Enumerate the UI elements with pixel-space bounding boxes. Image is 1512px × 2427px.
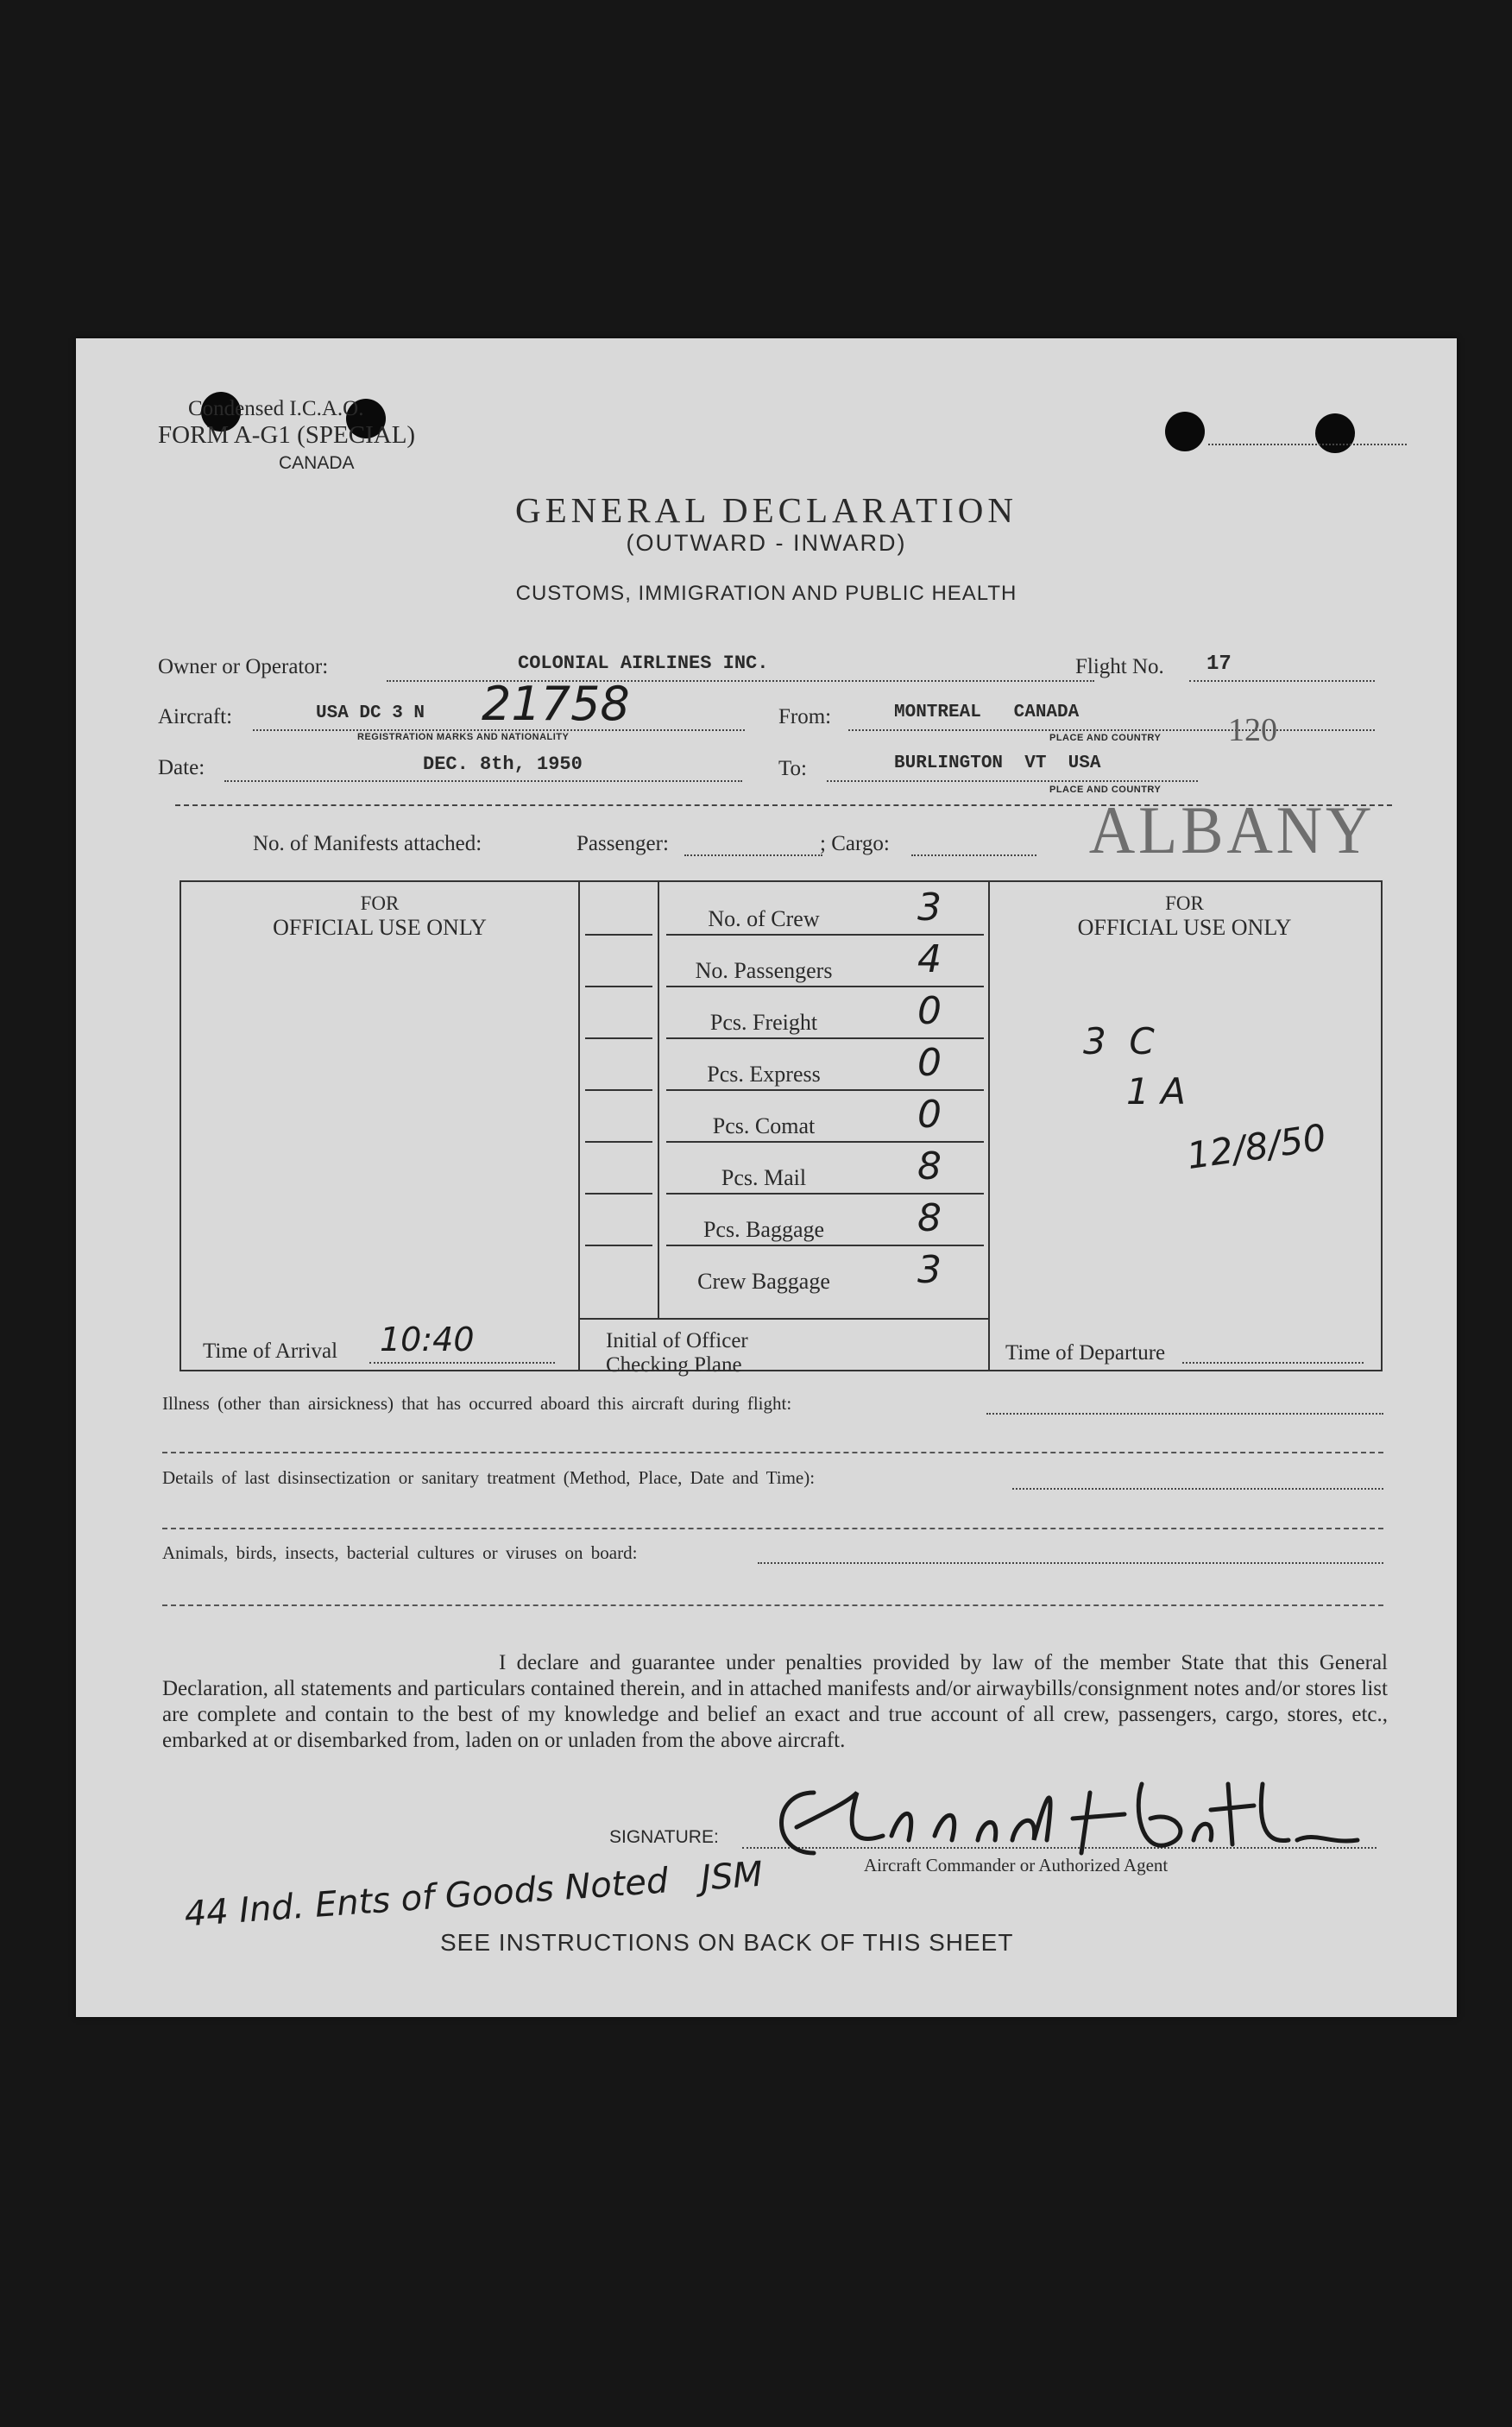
albany-stamp: ALBANY xyxy=(1088,792,1376,867)
to-label: To: xyxy=(778,757,807,780)
from-note: 120 xyxy=(1228,712,1277,748)
passenger-label: Passenger: xyxy=(576,832,669,855)
from-value: MONTREAL CANADA xyxy=(894,703,1080,722)
animals-question: Animals, birds, insects, bacterial cultures or viruses on board: xyxy=(162,1542,638,1563)
date-value: DEC. 8th, 1950 xyxy=(423,753,583,775)
manifests-label: No. of Manifests attached: xyxy=(253,832,482,855)
to-caption: PLACE AND COUNTRY xyxy=(1049,785,1162,795)
table-row: No. Passengers 4 xyxy=(695,937,942,983)
table-row: Pcs. Freight 0 xyxy=(709,989,942,1035)
table-row: Pcs. Express 0 xyxy=(707,1041,942,1087)
aircraft-label: Aircraft: xyxy=(158,705,233,728)
table-row: Pcs. Baggage 8 xyxy=(702,1196,942,1242)
from-label: From: xyxy=(778,705,832,728)
table-row: Crew Baggage 3 xyxy=(697,1248,942,1294)
disinsect-question: Details of last disinsectization or sanitary treatment (Method, Place, Date and Time): xyxy=(162,1467,816,1488)
officer-label-2: Checking Plane xyxy=(606,1353,742,1377)
table-row: No. of Crew 3 xyxy=(708,886,942,931)
flight-value: 17 xyxy=(1206,652,1232,676)
left-official-header-2: OFFICIAL USE ONLY xyxy=(273,915,487,940)
aircraft-handwritten: 21758 xyxy=(482,677,630,731)
form-line2: FORM A-G1 (SPECIAL) xyxy=(158,421,416,449)
punch-hole xyxy=(1165,412,1205,451)
page-title: GENERAL DECLARATION xyxy=(514,490,1017,530)
flight-label: Flight No. xyxy=(1075,655,1164,678)
form-line1: Condensed I.C.A.O. xyxy=(188,397,364,420)
page-subtitle: (OUTWARD - INWARD) xyxy=(626,530,907,556)
footer-instructions: SEE INSTRUCTIONS ON BACK OF THIS SHEET xyxy=(440,1929,1014,1956)
illness-question: Illness (other than airsickness) that has occurred aboard this aircraft during flight: xyxy=(162,1393,792,1414)
owner-label: Owner or Operator: xyxy=(158,655,329,678)
general-declaration-form xyxy=(76,338,1457,2017)
date-label: Date: xyxy=(158,756,205,779)
count-rows xyxy=(660,882,988,1318)
official-note-3: 12/8/50 xyxy=(1184,1115,1329,1178)
official-use-table xyxy=(180,880,1383,1377)
owner-value: COLONIAL AIRLINES INC. xyxy=(518,652,769,674)
form-country: CANADA xyxy=(279,453,355,473)
departure-label: Time of Departure xyxy=(1005,1341,1166,1365)
official-note-2: 1 A xyxy=(1126,1070,1186,1113)
right-official-header-2: OFFICIAL USE ONLY xyxy=(1077,915,1292,940)
department: CUSTOMS, IMMIGRATION AND PUBLIC HEALTH xyxy=(515,582,1017,605)
arrival-label: Time of Arrival xyxy=(203,1340,338,1363)
handwritten-note: 44 Ind. Ents of Goods Noted JSM xyxy=(183,1854,765,1935)
officer-label-1: Initial of Officer xyxy=(606,1329,748,1352)
registration-caption: REGISTRATION MARKS AND NATIONALITY xyxy=(357,732,570,742)
declaration-text: I declare and guarantee under penalties provided by law of the member State that this General Declaration, all statements and particulars contained therein, and in attached manifests and/or airwaybills/consignment notes and/or stores list are complete and contain to the best of my knowledge and belief an exact and true account of all crew, passengers, cargo, stores, etc., embarked at or disembarked from, laden on or unladen from the above aircraft. xyxy=(162,1651,1388,1752)
to-value: BURLINGTON VT USA xyxy=(894,753,1101,773)
table-row: Pcs. Comat 0 xyxy=(712,1093,942,1138)
cargo-label: ; Cargo: xyxy=(820,832,890,855)
signature-caption: Aircraft Commander or Authorized Agent xyxy=(864,1855,1169,1875)
official-note-1: 3 C xyxy=(1083,1020,1155,1062)
table-row: Pcs. Mail 8 xyxy=(721,1144,942,1190)
aircraft-value: USA DC 3 N xyxy=(316,703,425,723)
arrival-value: 10:40 xyxy=(380,1321,475,1358)
from-caption: PLACE AND COUNTRY xyxy=(1049,733,1162,743)
signature-label: SIGNATURE: xyxy=(609,1827,719,1847)
right-official-header-1: FOR xyxy=(1165,892,1204,914)
left-official-header-1: FOR xyxy=(360,892,400,914)
punch-hole xyxy=(1315,413,1355,453)
